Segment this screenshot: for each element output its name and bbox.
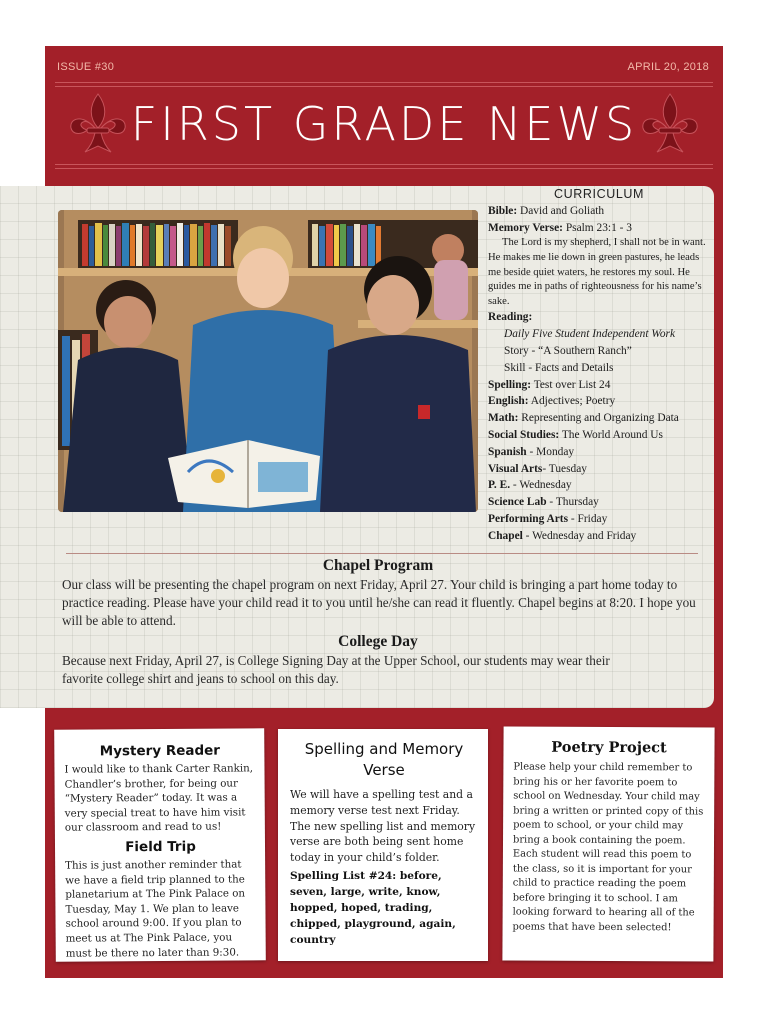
curriculum-visual-arts: Visual Arts- Tuesday — [488, 462, 587, 475]
mystery-reader-body: I would like to thank Carter Rankin, Chandler’s brother, for being our “Mystery Reader” today. It was a very special treat to have him visit our classroom and read to us! — [64, 762, 254, 835]
college-day-body: Because next Friday, April 27, is College Signing Day at the Upper School, our students may wear their favorite college shirt and jeans to school on this day. — [62, 653, 610, 686]
reading-line-3: Skill - Facts and Details — [504, 361, 614, 374]
chapel-program-title: Chapel Program — [322, 557, 434, 574]
masthead-top-rule-2 — [55, 86, 713, 87]
poetry-project-card — [502, 726, 714, 961]
curriculum-spanish: Spanish - Monday — [488, 445, 575, 458]
memory-verse-text: The Lord is my shepherd, I shall not be in want. He makes me lie down in green pastures, he leads me beside quiet waters, he restores my soul. He guides me in paths of righteousness for his name’s sake. — [488, 237, 706, 307]
issue-date: APRIL 20, 2018 — [627, 61, 709, 73]
field-trip-title: Field Trip — [125, 838, 196, 856]
reading-line-2: Story - “A Southern Ranch” — [504, 344, 632, 357]
curriculum-reading: Reading: — [488, 311, 533, 324]
poetry-project-title: Poetry Project — [551, 738, 667, 757]
college-day-title: College Day — [338, 633, 418, 650]
curriculum-spelling: Spelling: Test over List 24 — [488, 378, 611, 391]
issue-number: ISSUE #30 — [57, 61, 115, 73]
reading-line-1: Daily Five Student Independent Work — [504, 328, 676, 341]
masthead-top-rule — [55, 82, 713, 83]
spelling-memory-verse-card — [278, 729, 488, 961]
curriculum-column — [488, 186, 710, 545]
spelling-memory-verse-title: Spelling and Memory Verse — [304, 740, 464, 779]
curriculum-performing-arts: Performing Arts - Friday — [488, 512, 608, 525]
class-photo — [58, 210, 478, 512]
masthead-bottom-rule-2 — [55, 168, 713, 169]
masthead — [45, 46, 723, 186]
curriculum-chapel: Chapel - Wednesday and Friday — [488, 529, 637, 542]
section-divider — [66, 553, 698, 554]
field-trip-body: This is just another reminder that we have a field trip planned to the planetarium at The Pink Palace on Tuesday, May 1. We plan to leave school around 9:00. If you plan to meet us at The Pink Palace, you must be there no later than 9:30. — [65, 858, 246, 960]
mystery-reader-title: Mystery Reader — [99, 742, 220, 760]
curriculum-english: English: Adjectives; Poetry — [488, 395, 616, 408]
curriculum-social-studies: Social Studies: The World Around Us — [488, 428, 663, 441]
chapel-program-body: Our class will be presenting the chapel program on next Friday, April 27. Your child is bringing a part home today to practice reading. Please have your child read it to you until he/she can read it fluently. Chapel begins at 8:20. I hope you will be able to attend. — [62, 577, 696, 628]
poetry-project-body: Please help your child remember to bring his or her favorite poem to school on Wednesday. Your child may bring a written or printed copy of this poem to school, or your child may bring a book containing the poem. Each student will read this poem to the class, so it is important for your child to practice reading the poem before bringing it to school. I am looking forward to hearing all of the poems that have been selected! — [512, 761, 704, 933]
curriculum-science-lab: Science Lab - Thursday — [488, 496, 599, 509]
curriculum-math: Math: Representing and Organizing Data — [488, 412, 679, 425]
newsletter-title: FIRST GRADE NEWS — [130, 97, 638, 151]
curriculum-memory-verse: Memory Verse: Psalm 23:1 - 3 — [488, 221, 632, 234]
curriculum-heading: CURRICULUM — [553, 187, 645, 201]
curriculum-bible: Bible: David and Goliath — [488, 204, 605, 217]
mystery-reader-card — [54, 728, 266, 961]
fleur-de-lis-icon — [637, 88, 703, 160]
masthead-bottom-rule — [55, 164, 713, 165]
spelling-memory-verse-body: We will have a spelling test and a memory verse test next Friday. The new spelling list and memory verse are both being sent home today in your child’s folder. — [290, 788, 476, 865]
spelling-list: Spelling List #24: before, seven, large, write, know, hopped, hoped, trading, chipped, playground, again, country — [290, 869, 456, 946]
curriculum-pe: P. E. - Wednesday — [488, 479, 572, 492]
